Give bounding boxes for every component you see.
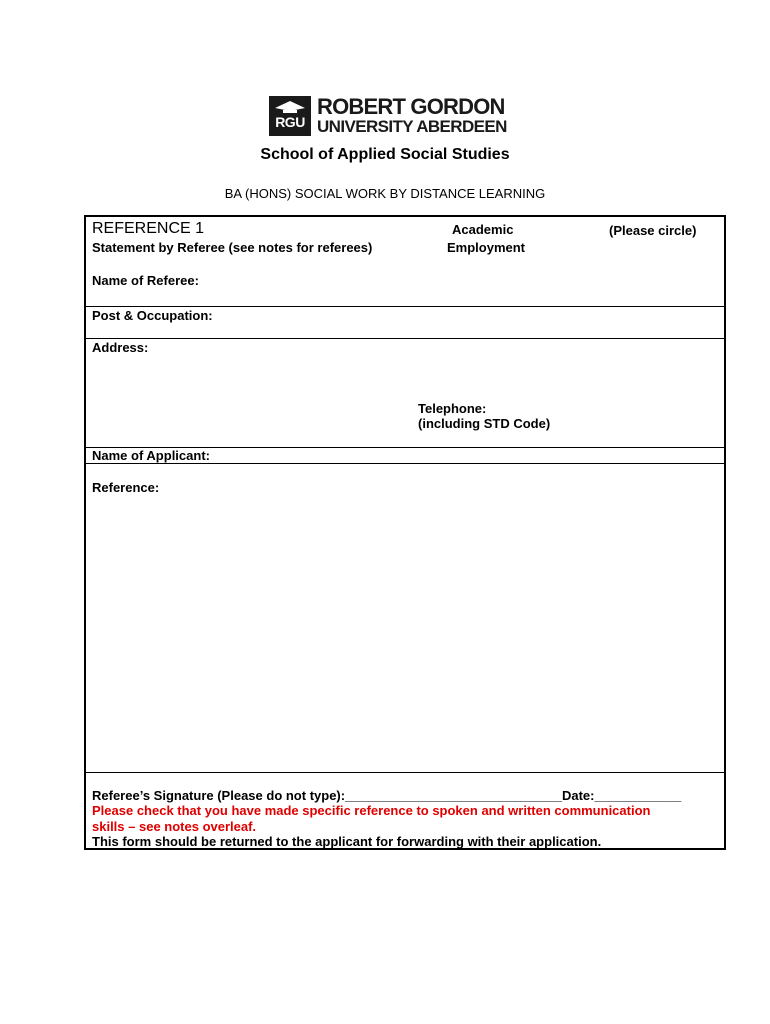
name-of-applicant-label: Name of Applicant: [92, 448, 210, 463]
rgu-logo [269, 94, 507, 138]
school-title: School of Applied Social Studies [260, 146, 510, 163]
logo-name-line2: UNIVERSITY ABERDEEN [317, 117, 507, 136]
return-note: This form should be returned to the applicant for forwarding with their application. [92, 834, 602, 849]
warning-line-2: skills – see notes overleaf. [92, 819, 257, 834]
course-title: BA (HONS) SOCIAL WORK BY DISTANCE LEARNING [224, 186, 546, 201]
warning-line-1: Please check that you have made specific reference to spoken and written communication [92, 803, 651, 818]
logo-name-line1: ROBERT GORDON [317, 94, 505, 119]
post-occupation-label: Post & Occupation: [92, 308, 213, 323]
logo-badge-text: RGU [275, 114, 305, 130]
rgu-badge-icon [269, 96, 311, 136]
reference-title: REFERENCE 1 [92, 220, 205, 237]
divider [86, 306, 724, 307]
please-circle-note: (Please circle) [609, 223, 697, 238]
statement-label: Statement by Referee (see notes for referees) [92, 240, 373, 255]
name-of-referee-label: Name of Referee: [92, 273, 199, 288]
signature-line: Referee’s Signature (Please do not type):______________________________Date:____________ [92, 788, 682, 803]
mortarboard-icon [269, 98, 311, 114]
telephone-note: (including STD Code) [418, 416, 551, 431]
divider [86, 463, 724, 464]
address-label: Address: [92, 340, 149, 355]
telephone-label: Telephone: [418, 401, 487, 416]
option-employment[interactable]: Employment [447, 240, 526, 255]
divider [86, 772, 724, 773]
option-academic[interactable]: Academic [452, 222, 514, 237]
divider [86, 338, 724, 339]
reference-form [84, 215, 726, 850]
reference-label: Reference: [92, 480, 160, 495]
